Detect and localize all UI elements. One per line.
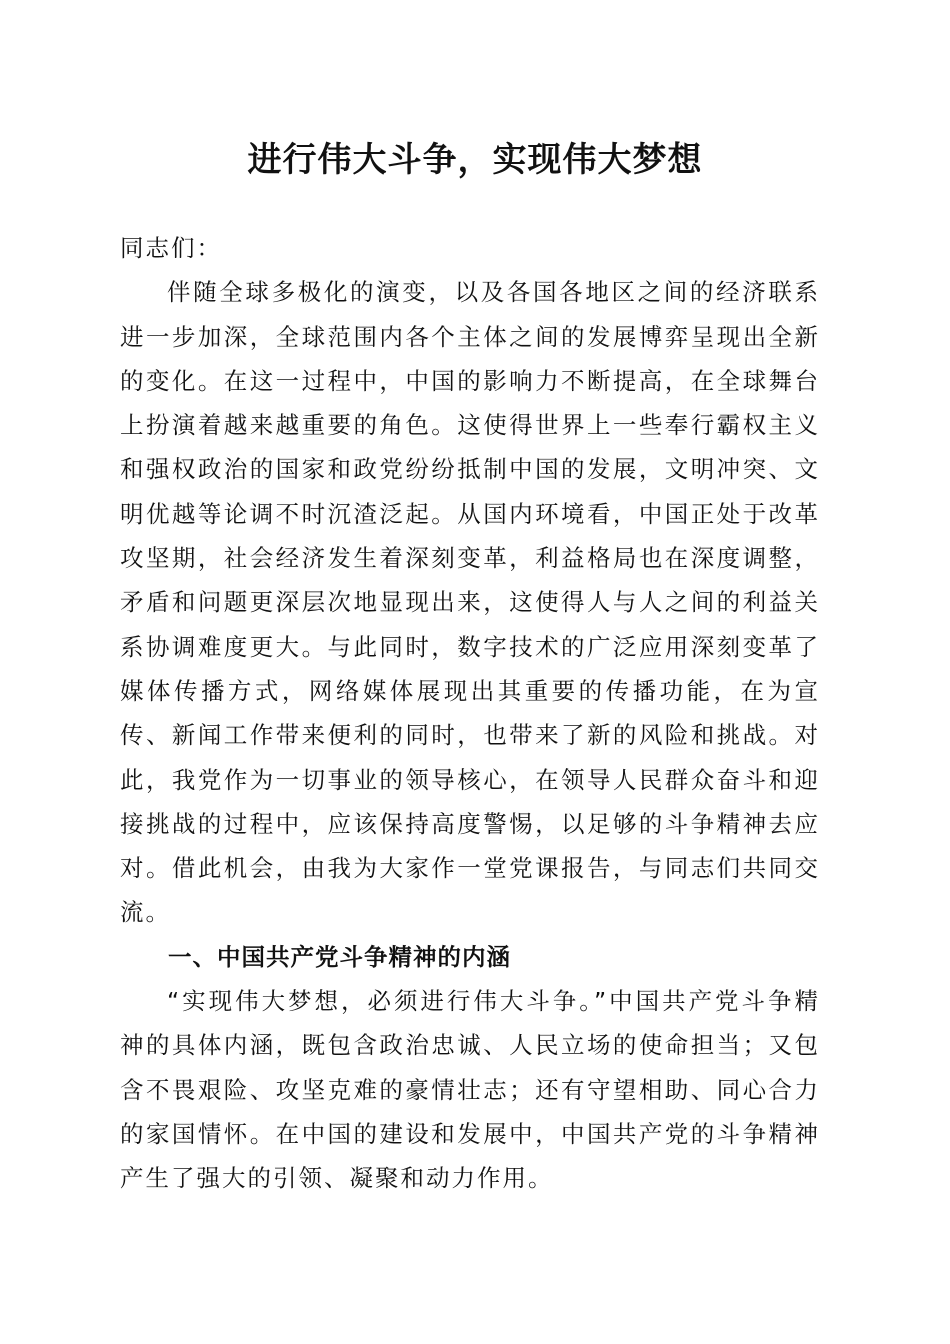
document-body xyxy=(120,226,820,1201)
document-title: 进行伟大斗争，实现伟大梦想 xyxy=(247,140,703,180)
section-paragraph: “实现伟大梦想，必须进行伟大斗争。”中国共产党斗争精神的具体内涵，既包含政治忠诚、人民立场的使命担当；又包含不畏艰险、攻坚克难的豪情壮志；还有守望相助、同心合力的家国情怀。在中国的建设和发展中，中国共产党的斗争精神产生了强大的引领、凝聚和动力作用。 xyxy=(120,987,820,1193)
section-heading: 一、中国共产党斗争精神的内涵 xyxy=(168,942,511,971)
intro-paragraph: 伴随全球多极化的演变，以及各国各地区之间的经济联系进一步加深，全球范围内各个主体之间的发展博弈呈现出全新的变化。在这一过程中，中国的影响力不断提高，在全球舞台上扮演着越来越重要的角色。这使得世界上一些奉行霸权主义和强权政治的国家和政党纷纷抵制中国的发展，文明冲突、文明优越等论调不时沉渣泛起。从国内环境看，中国正处于改革攻坚期，社会经济发生着深刻变革，利益格局也在深度调整，矛盾和问题更深层次地显现出来，这使得人与人之间的利益关系协调难度更大。与此同时，数字技术的广泛应用深刻变革了媒体传播方式，网络媒体展现出其重要的传播功能，在为宣传、新闻工作带来便利的同时，也带来了新的风险和挑战。对此，我党作为一切事业的领导核心，在领导人民群众奋斗和迎接挑战的过程中，应该保持高度警惕，以足够的斗争精神去应对。借此机会，由我为大家作一堂党课报告，与同志们共同交流。 xyxy=(120,278,820,927)
salutation: 同志们： xyxy=(120,234,222,262)
